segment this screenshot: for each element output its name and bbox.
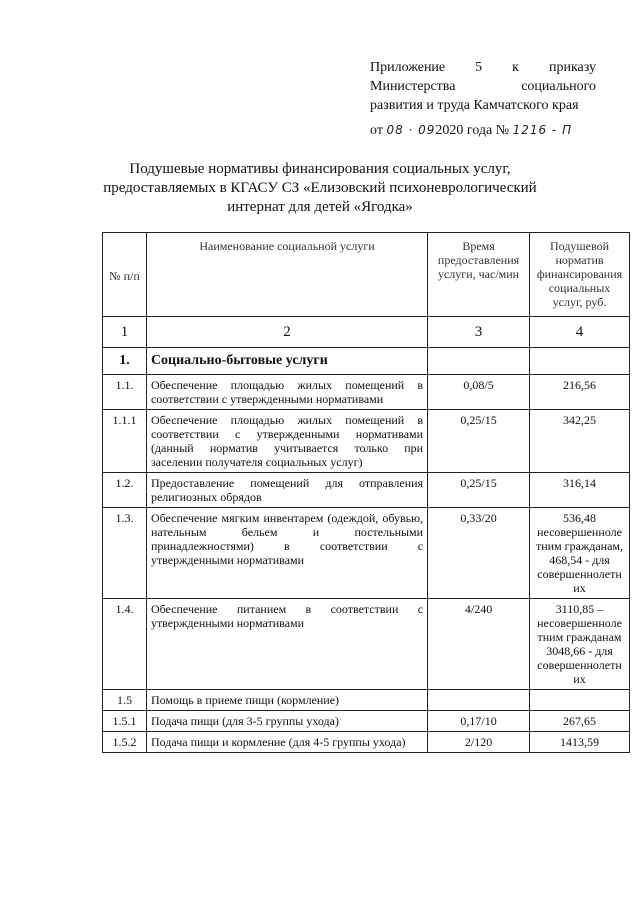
table-row <box>103 711 630 732</box>
row-cost: 1413,59 <box>530 732 630 753</box>
row-time: 0,33/20 <box>428 508 530 599</box>
table-row <box>103 508 630 599</box>
row-cost: 342,25 <box>530 410 630 473</box>
header-num: № п/п <box>103 233 147 317</box>
section-row <box>103 348 630 375</box>
order-number-handwritten: 1216 - П <box>512 123 573 137</box>
section-num: 1. <box>103 348 147 375</box>
row-name: Подача пищи и кормление (для 4-5 группы ухода) <box>146 732 427 753</box>
column-number: 1 <box>103 317 147 348</box>
table-row <box>103 473 630 508</box>
row-cost: 216,56 <box>530 375 630 410</box>
row-cost: 316,14 <box>530 473 630 508</box>
row-cost: 536,48 несовершенноле тним гражданам, 468,54 - для совершеннолетн их <box>530 508 630 599</box>
table-row <box>103 690 630 711</box>
row-num: 1.1.1 <box>103 410 147 473</box>
appendix-line-1: Приложение 5 к приказу <box>370 60 596 75</box>
row-cost: 3110,85 – несовершенноле тним гражданам 3048,66 - для совершеннолетн их <box>530 599 630 690</box>
row-time: 0,08/5 <box>428 375 530 410</box>
row-num: 1.2. <box>103 473 147 508</box>
row-cost <box>530 690 630 711</box>
row-name: Обеспечение площадью жилых помещений в соответствии с утвержденными нормативами <box>146 375 427 410</box>
row-time: 0,17/10 <box>428 711 530 732</box>
header-cost: Подушевой норматив финансирования социальных услуг, руб. <box>530 233 630 317</box>
table-row <box>103 732 630 753</box>
row-time: 4/240 <box>428 599 530 690</box>
row-num: 1.4. <box>103 599 147 690</box>
row-num: 1.5.2 <box>103 732 147 753</box>
row-time: 2/120 <box>428 732 530 753</box>
header-name: Наименование социальной услуги <box>146 233 427 317</box>
appendix-line-3: развития и труда Камчатского края <box>370 98 579 113</box>
document-title: Подушевые нормативы финансирования социальных услуг, предоставляемых в КГАСУ СЗ «Елизовский психоневрологический интернат для детей «Ягодка» <box>103 161 537 215</box>
table-header-row <box>103 233 630 317</box>
row-name: Подача пищи (для 3-5 группы ухода) <box>146 711 427 732</box>
row-time <box>428 690 530 711</box>
row-num: 1.5 <box>103 690 147 711</box>
row-num: 1.5.1 <box>103 711 147 732</box>
appendix-line-2: Министерства социального <box>370 79 596 94</box>
order-date-handwritten: 08 · 09 <box>386 123 436 137</box>
order-prefix: от <box>370 123 383 138</box>
column-number: 4 <box>530 317 630 348</box>
table-row <box>103 599 630 690</box>
section-time <box>428 348 530 375</box>
order-year: 2020 года № <box>435 123 510 138</box>
column-number: 3 <box>428 317 530 348</box>
section-cost <box>530 348 630 375</box>
row-time: 0,25/15 <box>428 473 530 508</box>
row-num: 1.3. <box>103 508 147 599</box>
row-name: Обеспечение мягким инвентарем (одеждой, обувью, нательным бельем и постельными принадлежностями) в соответствии с утвержденными нормативами <box>146 508 427 599</box>
appendix-header <box>370 58 596 115</box>
row-cost: 267,65 <box>530 711 630 732</box>
section-name: Социально-бытовые услуги <box>146 348 427 375</box>
row-num: 1.1. <box>103 375 147 410</box>
services-table <box>102 232 630 753</box>
column-number: 2 <box>146 317 427 348</box>
column-number-row <box>103 317 630 348</box>
row-name: Помощь в приеме пищи (кормление) <box>146 690 427 711</box>
row-name: Предоставление помещений для отправления религиозных обрядов <box>146 473 427 508</box>
order-reference <box>370 123 572 139</box>
row-name: Обеспечение площадью жилых помещений в соответствии с утвержденными нормативами (данный норматив учитывается только при заселении получателя социальных услуг) <box>146 410 427 473</box>
row-name: Обеспечение питанием в соответствии с утвержденными нормативами <box>146 599 427 690</box>
row-time: 0,25/15 <box>428 410 530 473</box>
table-row <box>103 375 630 410</box>
table-row <box>103 410 630 473</box>
header-time: Время предоставления услуги, час/мин <box>428 233 530 317</box>
